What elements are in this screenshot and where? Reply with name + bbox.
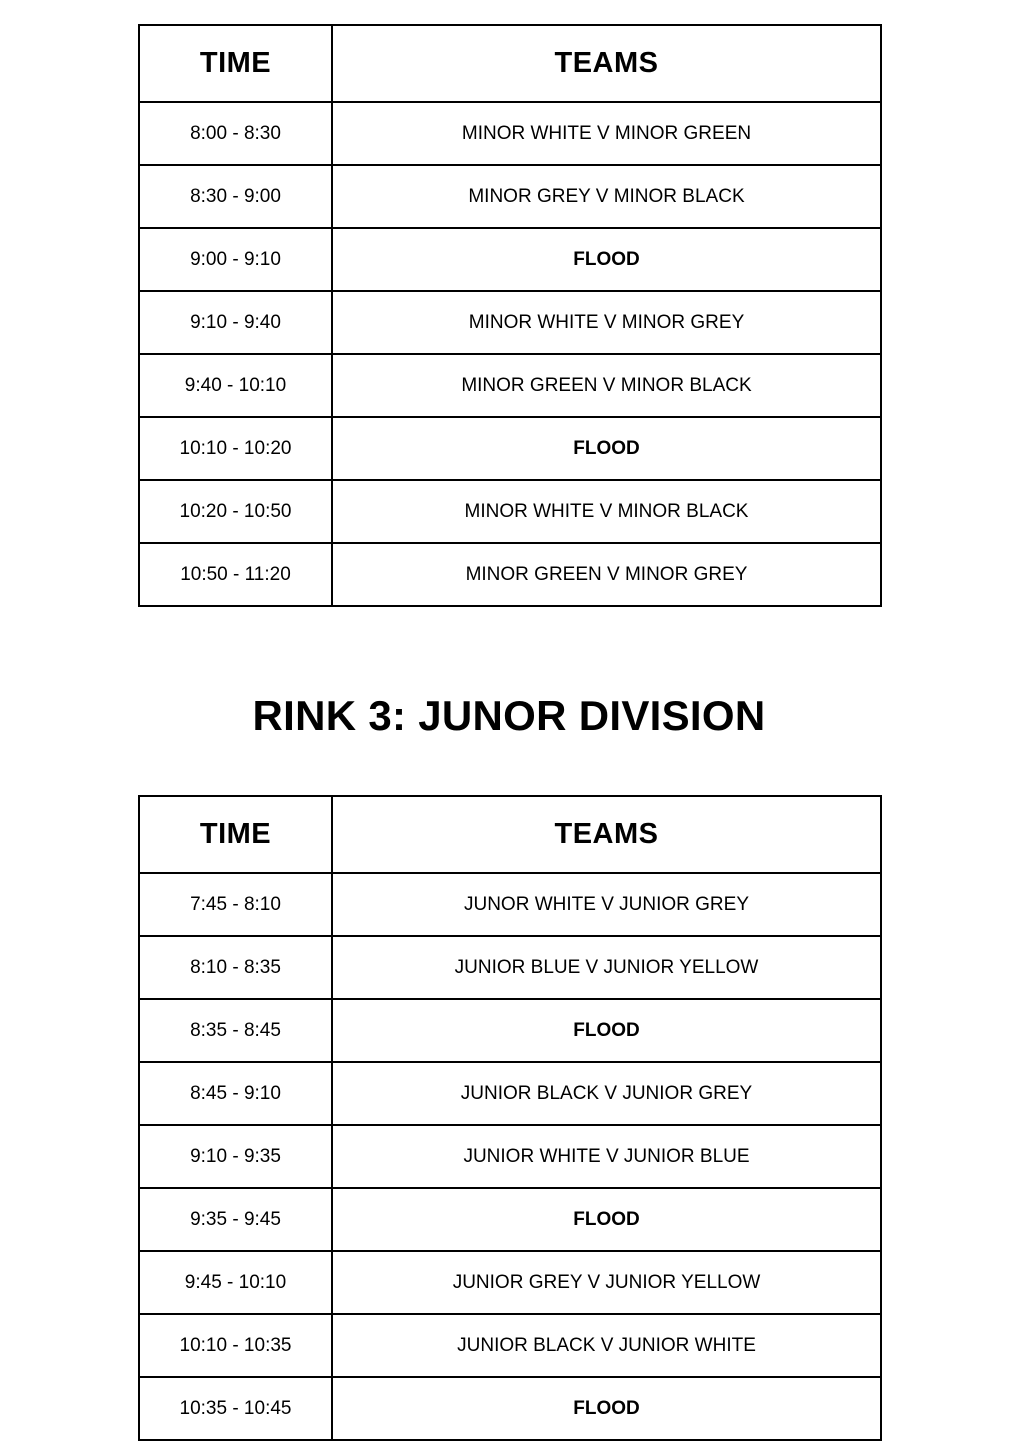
flood-cell: FLOOD [332, 417, 881, 480]
teams-cell: JUNIOR WHITE V JUNIOR BLUE [332, 1125, 881, 1188]
time-cell: 10:35 - 10:45 [139, 1377, 332, 1440]
table-row [139, 1251, 881, 1314]
table-row [139, 936, 881, 999]
flood-cell: FLOOD [332, 1188, 881, 1251]
time-cell: 9:35 - 9:45 [139, 1188, 332, 1251]
table-row [139, 354, 881, 417]
junior-schedule-body [139, 873, 881, 1440]
time-cell: 10:20 - 10:50 [139, 480, 332, 543]
teams-cell: MINOR WHITE V MINOR BLACK [332, 480, 881, 543]
teams-cell: JUNOR WHITE V JUNIOR GREY [332, 873, 881, 936]
table-row [139, 291, 881, 354]
time-cell: 10:10 - 10:20 [139, 417, 332, 480]
minor-schedule-body [139, 102, 881, 606]
table-row [139, 165, 881, 228]
time-cell: 10:50 - 11:20 [139, 543, 332, 606]
table-row [139, 228, 881, 291]
table-header-row [139, 25, 881, 102]
table-row [139, 480, 881, 543]
time-cell: 8:10 - 8:35 [139, 936, 332, 999]
time-cell: 8:45 - 9:10 [139, 1062, 332, 1125]
table-row [139, 102, 881, 165]
junior-schedule-table [138, 795, 882, 1441]
time-cell: 10:10 - 10:35 [139, 1314, 332, 1377]
time-cell: 9:45 - 10:10 [139, 1251, 332, 1314]
table-row [139, 543, 881, 606]
time-cell: 9:00 - 9:10 [139, 228, 332, 291]
teams-column-header: TEAMS [332, 25, 881, 102]
flood-cell: FLOOD [332, 999, 881, 1062]
teams-cell: MINOR WHITE V MINOR GREEN [332, 102, 881, 165]
time-column-header: TIME [139, 25, 332, 102]
teams-cell: MINOR WHITE V MINOR GREY [332, 291, 881, 354]
flood-cell: FLOOD [332, 1377, 881, 1440]
teams-cell: MINOR GREEN V MINOR BLACK [332, 354, 881, 417]
time-cell: 9:40 - 10:10 [139, 354, 332, 417]
time-cell: 8:35 - 8:45 [139, 999, 332, 1062]
time-cell: 9:10 - 9:40 [139, 291, 332, 354]
table-row [139, 1125, 881, 1188]
table-row [139, 1062, 881, 1125]
teams-column-header: TEAMS [332, 796, 881, 873]
table-row [139, 417, 881, 480]
time-column-header: TIME [139, 796, 332, 873]
teams-cell: JUNIOR GREY V JUNIOR YELLOW [332, 1251, 881, 1314]
time-cell: 7:45 - 8:10 [139, 873, 332, 936]
minor-schedule-table [138, 24, 882, 607]
table-row [139, 1377, 881, 1440]
teams-cell: JUNIOR BLUE V JUNIOR YELLOW [332, 936, 881, 999]
teams-cell: JUNIOR BLACK V JUNIOR WHITE [332, 1314, 881, 1377]
time-cell: 8:00 - 8:30 [139, 102, 332, 165]
teams-cell: JUNIOR BLACK V JUNIOR GREY [332, 1062, 881, 1125]
table-row [139, 999, 881, 1062]
table-row [139, 1188, 881, 1251]
junior-division-title: RINK 3: JUNOR DIVISION [252, 692, 766, 739]
table-header-row [139, 796, 881, 873]
time-cell: 9:10 - 9:35 [139, 1125, 332, 1188]
time-cell: 8:30 - 9:00 [139, 165, 332, 228]
teams-cell: MINOR GREY V MINOR BLACK [332, 165, 881, 228]
table-row [139, 1314, 881, 1377]
teams-cell: MINOR GREEN V MINOR GREY [332, 543, 881, 606]
table-row [139, 873, 881, 936]
flood-cell: FLOOD [332, 228, 881, 291]
